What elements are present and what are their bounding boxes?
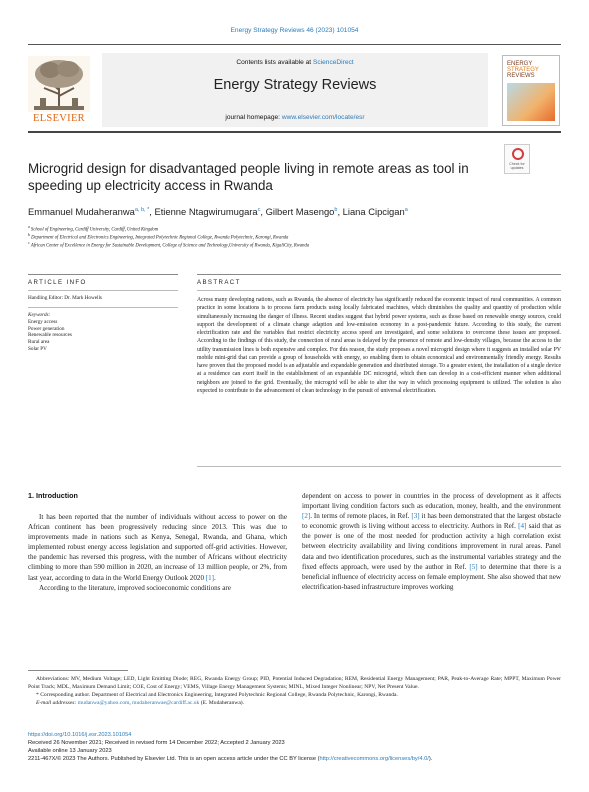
abbreviations-footnote: Abbreviations: MV, Medium Voltage; LED, Light Emitting Diode; REG, Rwanda Energy Group; PID, Potential Induced Degradation; REM, Residential Energy Management; PAR, Peak-to-Average Rate; MPPT, Maximum Power Point Track; MDL, Maximum Demand Limit; COE, Cost of Energy; VEMS, Village Energy Management Systems; MINL, Mixed Integer Nonlinear; NPV, Net Present Value. <box>28 676 561 690</box>
abstract-text: Across many developing nations, such as Rwanda, the absence of electricity has significantly reduced the economic impact of rural communities. A common practice in some locations is to process farm products using locally fabricated machines, which diminishes the quality and quantity of production while simultaneously increasing the danger of illness. Recent studies suggest that hybrid power systems, such as those based on renewable energy sources, could support the development of a climate change adaption and low-emission economy in a post-pandemic future. According to this study, the current electrification rate and the variables that restrict electricity access speed are investigated, and some solutions to overcome these issues are proposed. According to the findings of this study, the connection of rural areas is delayed by the presence of remote and low-density villages, because the access to the utility transmission lines is both expensive and complex. For this reason, the study proposes a novel microgrid design where it suggests an installed solar PV mobile mini-grid that can provide a group of households with energy, so enabling them to obtain economical and environmentally friendly energy. Results have proven that the proposed model is an adjustable and expandable generation and distributed storage. To a greater extent, the installation of a single device at a residence can exert itself in the establishment of an expandable DC microgrid, which then can develop in a cost-efficient manner when additional neighbors are joined to the grid. Eventually, the microgrid will be able to alter the way in which processing equipment is utilized. The solution is also expected to contribute to the advancement of clean technology in the pursuit of universal electrification. <box>197 297 561 394</box>
keyword: Power generation <box>28 325 65 332</box>
sciencedirect-link[interactable]: ScienceDirect <box>312 59 354 66</box>
crossmark-icon <box>512 148 524 160</box>
publication-info <box>28 731 561 763</box>
citation-link[interactable]: [4] <box>518 522 527 531</box>
article-title: Microgrid design for disadvantaged people living in remote areas as tool in speeding up electricity access in Rwanda <box>28 161 469 193</box>
corresponding-author-footnote: * Corresponding author. Department of Electrical and Electronics Engineering, Integrated Polytechnic Regional College, Rwanda Polytechnic, Karongi, Rwanda. <box>36 691 398 698</box>
journal-header-box <box>102 53 488 127</box>
contents-line: Contents lists available at ScienceDirect <box>236 59 354 66</box>
cover-artwork <box>507 83 555 121</box>
email-footnote: E-mail addresses: mudanwa@yahoo.com, mudaheranwae@cardiff.ac.uk (E. Mudaheranwa). <box>36 699 245 706</box>
intro-left-column <box>28 512 287 593</box>
paragraph: It has been reported that the number of individuals without access to power on the African continent has been progressively reducing since 2013. This was due to improvements made in nations such as Kenya, Senegal, Rwanda, and Ghana, which implemented robust energy access legislation and supported off-grid activities. However, the pandemic has reversed this progress, with the number of Africans without electricity climbing to more than 590 million in 2020, an increase of 13 million people, or 2%, from last year, according to data in the World Energy Outlook 2020 [1]. <box>28 513 287 582</box>
author-name[interactable]: Etienne Ntagwirumugara <box>154 206 258 217</box>
article-info-heading: ARTICLE INFO <box>28 279 87 286</box>
license-link[interactable]: http://creativecommons.org/licenses/by/4.0/ <box>319 756 429 763</box>
affiliation: $^a$ School of Engineering, Cardiff University, Cardiff, United Kingdom <box>28 225 159 233</box>
header-bottom-rule <box>28 131 561 133</box>
keyword: Rural area <box>28 339 50 346</box>
keywords-list <box>28 319 72 353</box>
homepage-link[interactable]: www.elsevier.com/locate/esr <box>281 114 365 121</box>
paragraph: According to the literature, improved socioeconomic conditions are <box>39 583 231 592</box>
footnote-rule <box>28 670 128 671</box>
citation-link[interactable]: [3] <box>411 512 420 521</box>
journal-homepage: journal homepage: www.elsevier.com/locate/esr <box>225 114 365 121</box>
keyword: Renewable resources <box>28 332 72 339</box>
publisher-name: ELSEVIER <box>33 113 85 124</box>
abstract-heading: ABSTRACT <box>197 279 241 286</box>
section-heading-introduction: 1. Introduction <box>28 491 78 500</box>
footnotes <box>28 676 561 708</box>
author-name[interactable]: Emmanuel Mudaheranwa <box>28 206 135 217</box>
journal-reference[interactable]: Energy Strategy Reviews 46 (2023) 101054 <box>230 27 359 34</box>
cover-title: ENERGY STRATEGY REVIEWS <box>507 61 539 79</box>
intro-right-column: dependent on access to power in countries in the process of development as it affects important living condition factors such as education, money, health, and the environment [2]. In terms of remote places, in Ref. [3] it has been demonstrated that the largest obstacle to economic growth is living without access to electricity. Authors in Ref. [4] said that as the power is one of the most needed for production activity a high correlation exist between electricity availability and living conditions improvement in rural areas. Panel data and two identification procedures, such as the instrumental variables strategy and the fixed effects approach, were used by the author in Ref. [5] to determine that there is a beneficial influence of electricity access on female employment. She also showed that new electrification-based infrastructure improves working <box>302 492 562 591</box>
handling-editor: Handling Editor: Dr. Mark Howells <box>28 295 102 301</box>
keyword: Energy access <box>28 319 58 325</box>
keyword: Solar PV <box>28 345 47 352</box>
abstract-rule <box>197 274 561 275</box>
doi-link[interactable]: https://doi.org/10.1016/j.esr.2023.101054 <box>28 732 132 738</box>
affiliation: $^b$ Department of Electrical and Electronics Engineering, Integrated Polytechnic Regional College, Rwanda Polytechnic, Karongi, Rwanda <box>28 233 289 241</box>
available-online: Available online 13 January 2023 <box>28 748 112 755</box>
header-top-rule <box>28 44 561 45</box>
email-link[interactable]: mudanwa@yahoo.com <box>77 699 130 706</box>
journal-title: Energy Strategy Reviews <box>213 77 377 93</box>
author-name[interactable]: Gilbert Masengo <box>265 206 335 217</box>
citation-link[interactable]: [1] <box>205 573 215 582</box>
license-line: 2211-467X/© 2023 The Authors. Published by Elsevier Ltd. This is an open access article under the CC BY license (http://creativecommons.org/licenses/by/4.0/). <box>28 756 433 763</box>
keywords-label: Keywords: <box>28 312 51 318</box>
author-list: Emmanuel Mudaheranwa$^{a, b, *}$, Etienne Ntagwirumugara$^c$, Gilbert Masengo$^b$, Liana Cipcigan$^a$ <box>28 206 408 217</box>
received-dates: Received 26 November 2021; Received in revised form 14 December 2022; Accepted 2 January 2023 <box>28 740 285 747</box>
email-link[interactable]: mudaheranwae@cardiff.ac.uk <box>132 699 200 706</box>
citation-link[interactable]: [5] <box>469 562 478 571</box>
article-info-rule <box>28 274 178 275</box>
citation-link[interactable]: [2] <box>302 512 311 521</box>
check-for-updates-button[interactable]: Check for updates <box>504 144 530 174</box>
affiliation: $^c$ African Center of Excellence in Energy for Sustainable Development, College of Science and Technology,University of Rwanda, KigaliCity, Rwanda <box>28 241 310 249</box>
author-name[interactable]: Liana Cipcigan <box>342 206 405 217</box>
journal-cover-image <box>502 55 560 126</box>
